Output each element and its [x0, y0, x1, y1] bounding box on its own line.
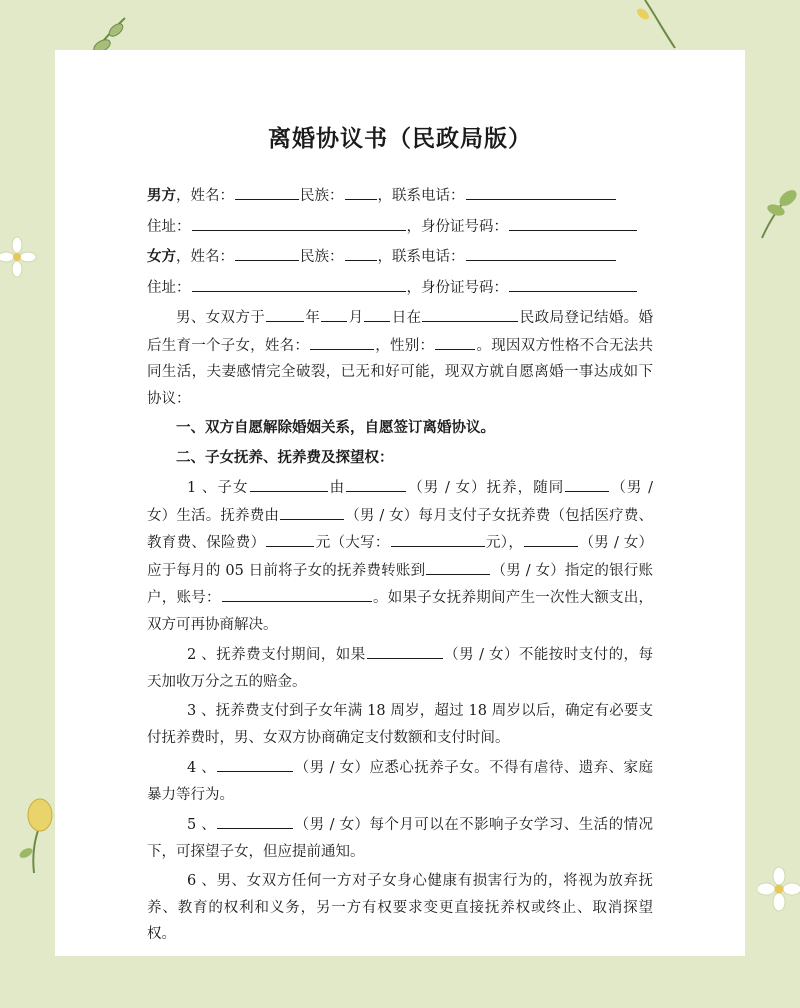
item-text: 5 、: [187, 817, 217, 833]
intro-text: 男、女双方于: [176, 310, 266, 326]
month-label: 月: [348, 310, 364, 326]
leaf-sprig-icon: [625, 0, 685, 50]
payer2-blank[interactable]: [524, 529, 578, 547]
late-payer-blank[interactable]: [367, 641, 443, 659]
document-title: 离婚协议书（民政局版）: [268, 125, 532, 152]
male-phone-blank[interactable]: [466, 182, 616, 200]
item-2-paragraph: [147, 641, 653, 695]
male-label: 男方: [147, 187, 176, 204]
day-blank[interactable]: [364, 304, 390, 322]
male-address-blank[interactable]: [192, 213, 406, 231]
item-text: 由: [328, 480, 346, 496]
id-label: ，身份证号码：: [406, 218, 508, 235]
account-blank[interactable]: [222, 584, 372, 602]
female-label: 女方: [147, 248, 176, 265]
item-6-paragraph: 6 、男、女双方任何一方对子女身心健康有损害行为的，将视为放弃抚养、教育的权利和义务，另一方有权要求变更直接抚养权或终止、取消探望权。: [147, 873, 653, 942]
item-text: 元），: [485, 535, 524, 551]
document-page: [55, 50, 745, 956]
flower-icon: [758, 866, 800, 914]
intro-text: 民政局登记结婚。婚后生育一个子女，姓名：: [147, 310, 654, 354]
month-blank[interactable]: [321, 304, 347, 322]
child-gender-blank[interactable]: [435, 332, 475, 350]
item-text: （男 / 女）应于每月的 05 日前将子女的抚养费转账到: [147, 535, 654, 579]
child-blank[interactable]: [250, 474, 328, 492]
item-text: 1 、子女: [187, 480, 249, 496]
female-address-blank[interactable]: [192, 274, 406, 292]
year-label: 年: [305, 310, 321, 326]
item-text: 。如果子女抚养期间产生一次性大额支出，双方可再协商解决。: [147, 590, 653, 633]
intro-paragraph: [147, 304, 653, 412]
male-ethnicity-blank[interactable]: [345, 182, 377, 200]
item-3-paragraph: 3 、抚养费支付到子女年满 18 周岁，超过 18 周岁以后，确定有必要支付抚养费时，男、女双方协商确定支付数额和支付时间。: [147, 703, 653, 746]
caregiver-blank[interactable]: [217, 754, 293, 772]
name-label: ，姓名：: [176, 188, 234, 204]
female-ethnicity-blank[interactable]: [345, 243, 377, 261]
amount-capital-blank[interactable]: [391, 529, 485, 547]
female-address-line: [147, 274, 653, 302]
item-text: （男 / 女）抚养，随同: [407, 480, 565, 496]
female-name-blank[interactable]: [235, 243, 299, 261]
payee-blank[interactable]: [426, 557, 490, 575]
item-text: （男 / 女）每月支付子女抚养费（包括医疗费、教育费、保险费）: [147, 507, 654, 551]
intro-text: 。现因双方性格不合无法共同生活，夫妻感情完全破裂，已无和好可能，现双方就自愿离婚一事达成如下协议：: [147, 337, 654, 407]
flower-icon: [12, 795, 57, 875]
custodian-blank[interactable]: [346, 474, 406, 492]
payer-blank[interactable]: [280, 502, 344, 520]
visitor-blank[interactable]: [217, 811, 293, 829]
male-id-blank[interactable]: [509, 213, 637, 231]
flower-icon: [0, 236, 38, 278]
amount-blank[interactable]: [266, 529, 314, 547]
item-text: （男 / 女）每个月可以在不影响子女学习、生活的情况下，可探望子女，但应提前通知。: [147, 817, 653, 860]
gender-label: ，性别：: [375, 337, 435, 354]
item-text: （男 / 女）不能按时支付的，每天加收万分之五的赔金。: [147, 647, 653, 690]
item-5-paragraph: [147, 811, 653, 865]
id-label: ，身份证号码：: [406, 279, 508, 296]
female-phone-blank[interactable]: [466, 243, 616, 261]
item-text: 4 、: [187, 760, 217, 776]
leaf-sprig-icon: [752, 180, 800, 240]
item-text: （男 / 女）生活。抚养费由: [147, 480, 654, 524]
phone-label: ，联系电话：: [377, 188, 465, 204]
document-body: [147, 182, 653, 948]
live-with-blank[interactable]: [565, 474, 609, 492]
item-text: 元（大写：: [315, 535, 390, 551]
address-label: 住址：: [147, 279, 191, 296]
male-address-line: [147, 213, 653, 241]
female-info-line: [147, 243, 653, 271]
address-label: 住址：: [147, 218, 191, 235]
section-2-heading: 二、子女抚养、抚养费及探望权：: [176, 448, 394, 466]
item-text: （男 / 女）应悉心抚养子女。不得有虐待、遗弃、家庭暴力等行为。: [147, 760, 653, 803]
female-id-blank[interactable]: [509, 274, 637, 292]
item-4-paragraph: [147, 754, 653, 808]
ethnicity-label: 民族：: [300, 249, 344, 265]
male-info-line: [147, 182, 653, 210]
name-label: ，姓名：: [176, 249, 234, 265]
bureau-blank[interactable]: [422, 304, 518, 322]
ethnicity-label: 民族：: [300, 188, 344, 204]
item-text: 2 、抚养费支付期间，如果: [187, 647, 366, 663]
child-name-blank[interactable]: [310, 332, 374, 350]
item-text: （男 / 女）指定的银行账户，账号：: [147, 562, 654, 606]
male-name-blank[interactable]: [235, 182, 299, 200]
section-1-heading: 一、双方自愿解除婚姻关系，自愿签订离婚协议。: [176, 419, 495, 436]
phone-label: ，联系电话：: [377, 249, 465, 265]
year-blank[interactable]: [266, 304, 304, 322]
day-label: 日在: [391, 310, 422, 326]
item-1-paragraph: [147, 474, 653, 638]
